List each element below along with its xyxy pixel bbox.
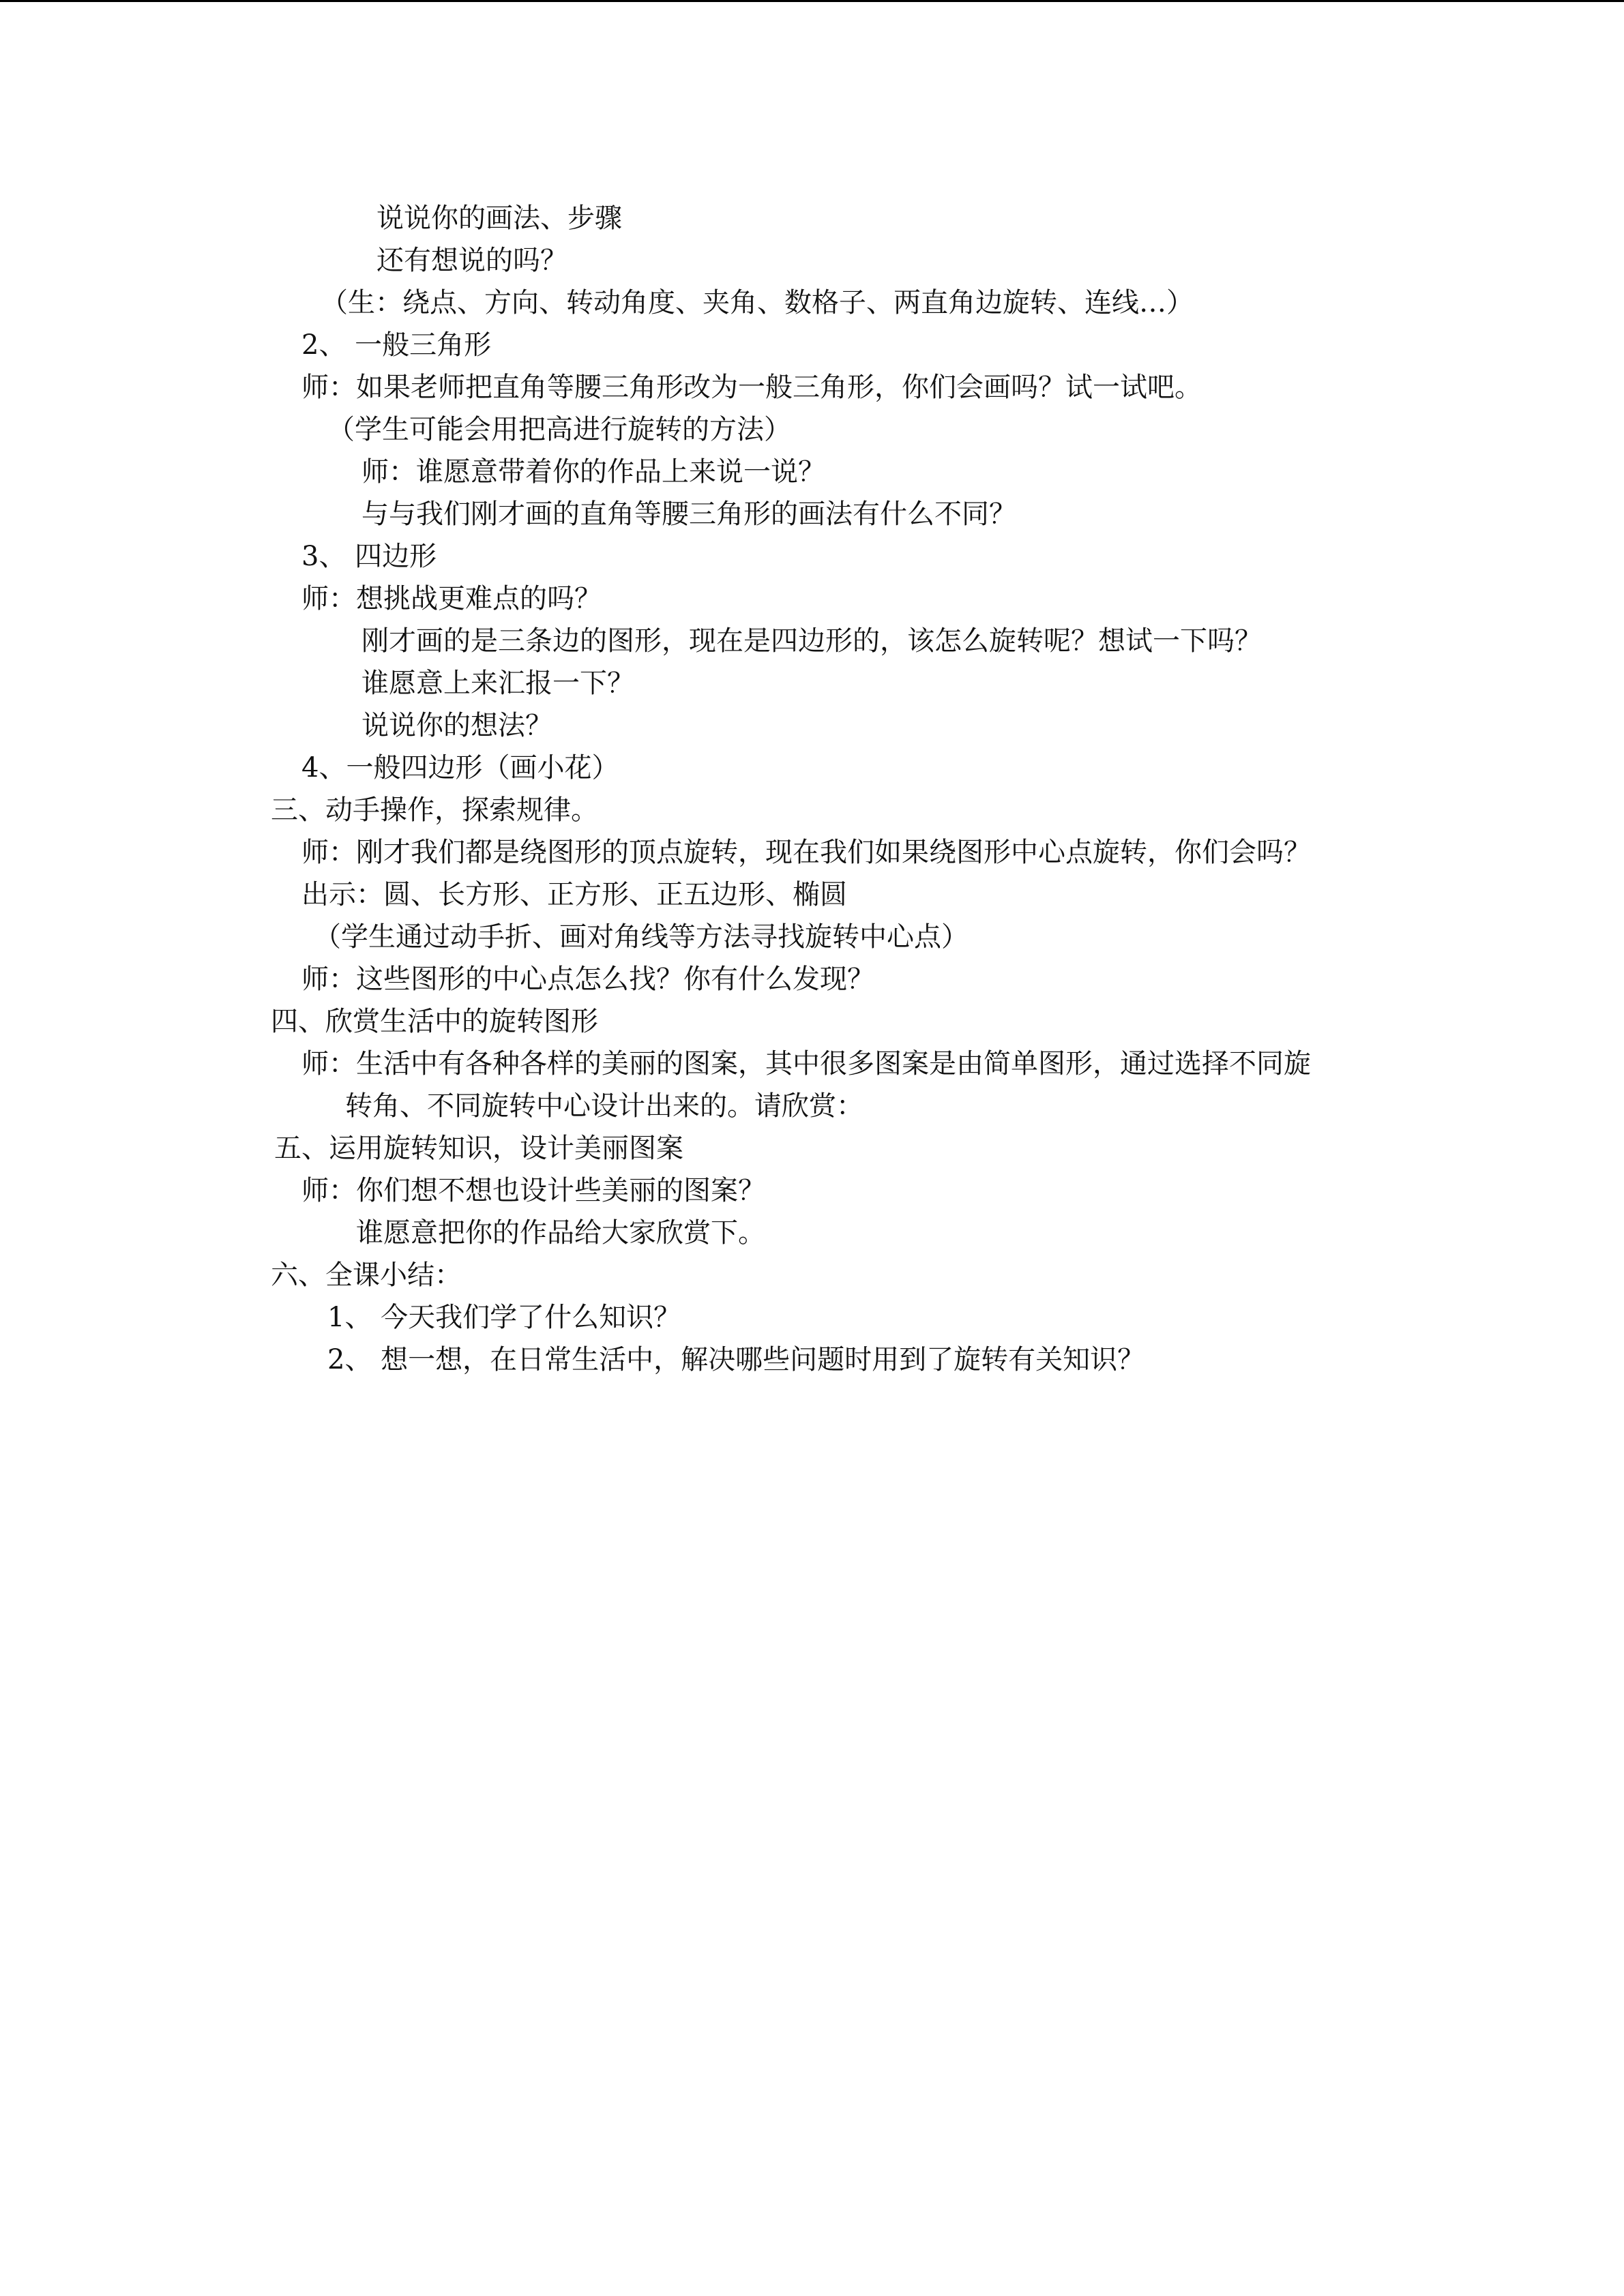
text-line: 刚才画的是三条边的图形，现在是四边形的，该怎么旋转呢？想试一下吗？ [361, 625, 1262, 657]
top-border-line [0, 0, 1624, 2]
text-line: 师：这些图形的中心点怎么找？你有什么发现？ [301, 964, 874, 995]
text-line: 3、 四边形 [301, 541, 437, 572]
text-line: 2、 想一想，在日常生活中，解决哪些问题时用到了旋转有关知识？ [327, 1344, 1145, 1375]
text-line: 师：如果老师把直角等腰三角形改为一般三角形，你们会画吗？试一试吧。 [301, 372, 1202, 403]
text-line: 师：刚才我们都是绕图形的顶点旋转，现在我们如果绕图形中心点旋转，你们会吗？ [301, 837, 1311, 868]
text-line: 转角、不同旋转中心设计出来的。请欣赏： [345, 1090, 863, 1122]
section-heading: 三、动手操作，探索规律。 [271, 794, 598, 826]
text-line: 师：想挑战更难点的吗？ [301, 583, 602, 614]
section-heading: 四、欣赏生活中的旋转图形 [271, 1006, 598, 1037]
text-line: 谁愿意把你的作品给大家欣赏下。 [356, 1217, 765, 1249]
text-line: 说说你的想法？ [361, 710, 552, 741]
text-line: 出示：圆、长方形、正方形、正五边形、椭圆 [301, 879, 847, 910]
section-heading: 六、全课小结： [271, 1259, 462, 1291]
section-heading: 五、运用旋转知识，设计美丽图案 [274, 1133, 683, 1164]
text-line: 说说你的画法、步骤 [377, 203, 622, 234]
text-line: 师：生活中有各种各样的美丽的图案，其中很多图案是由简单图形，通过选择不同旋 [301, 1048, 1311, 1079]
text-line: （学生可能会用把高进行旋转的方法） [327, 414, 791, 445]
text-line: 1、 今天我们学了什么知识？ [327, 1302, 681, 1333]
text-line: 4、一般四边形（画小花） [301, 752, 619, 784]
text-line: 师：你们想不想也设计些美丽的图案？ [301, 1175, 765, 1206]
text-line: 2、 一般三角形 [301, 329, 492, 361]
text-line: 谁愿意上来汇报一下？ [361, 668, 634, 699]
text-line: 师：谁愿意带着你的作品上来说一说？ [361, 456, 825, 488]
text-line: 与与我们刚才画的直角等腰三角形的画法有什么不同？ [361, 498, 1016, 530]
text-line: （学生通过动手折、画对角线等方法寻找旋转中心点） [314, 921, 969, 953]
text-line: （生：绕点、方向、转动角度、夹角、数格子、两直角边旋转、连线…） [321, 287, 1194, 318]
text-line: 还有想说的吗？ [377, 245, 567, 276]
